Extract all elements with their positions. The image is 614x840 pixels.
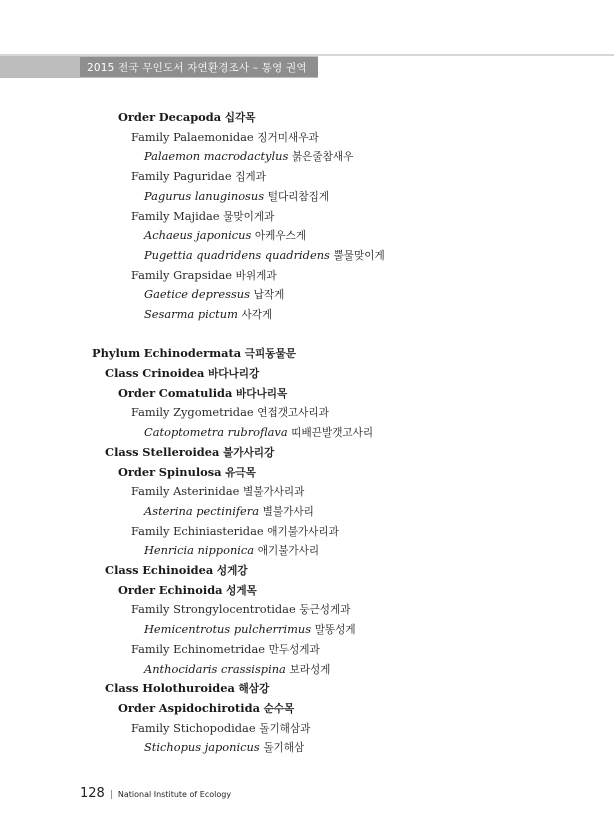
korean-name: 물맞이게과 xyxy=(223,211,275,223)
scientific-name: Pagurus lanuginosus xyxy=(144,189,265,203)
order-line xyxy=(118,465,256,480)
family-line xyxy=(131,524,339,539)
species-line xyxy=(144,622,356,637)
taxon-name: Paguridae xyxy=(173,169,232,183)
footer-separator: | xyxy=(109,790,113,800)
order-line xyxy=(118,386,287,401)
scientific-name: Pugettia quadridens quadridens xyxy=(144,248,330,262)
class-line xyxy=(105,445,274,460)
korean-name: 연접갯고사리과 xyxy=(257,407,329,419)
korean-name: 불가사리강 xyxy=(223,447,275,459)
korean-name: 뿔물맞이게 xyxy=(333,250,385,262)
rank-label: Family xyxy=(131,405,170,419)
taxon-name: Stelleroidea xyxy=(142,445,220,459)
rank-label: Family xyxy=(131,524,170,538)
korean-name: 보라성게 xyxy=(289,664,331,676)
rank-label: Family xyxy=(131,721,170,735)
korean-name: 바다나리목 xyxy=(236,388,288,400)
family-line xyxy=(131,405,329,420)
scientific-name: Palaemon macrodactylus xyxy=(144,149,289,163)
rank-label: Class xyxy=(105,366,139,380)
korean-name: 별불가사리과 xyxy=(242,486,305,498)
korean-name: 돌기해삼과 xyxy=(259,723,311,735)
korean-name: 순수목 xyxy=(263,703,295,715)
korean-name: 바위게과 xyxy=(235,270,277,282)
species-line xyxy=(144,248,385,263)
rank-label: Family xyxy=(131,484,170,498)
family-line xyxy=(131,130,319,145)
korean-name: 극피동물문 xyxy=(244,348,296,360)
korean-name: 돌기해삼 xyxy=(263,742,305,754)
family-line xyxy=(131,484,304,499)
korean-name: 띠배끈발갯고사리 xyxy=(291,427,374,439)
taxon-name: Comatulida xyxy=(158,386,233,400)
rank-label: Family xyxy=(131,642,170,656)
korean-name: 유극목 xyxy=(225,467,256,479)
taxon-name: Echinoidea xyxy=(142,563,214,577)
family-line xyxy=(131,268,277,283)
taxon-name: Echinoida xyxy=(158,583,223,597)
family-line xyxy=(131,169,266,184)
rank-label: Class xyxy=(105,445,139,459)
taxon-name: Strongylocentrotidae xyxy=(173,602,296,616)
species-line xyxy=(144,662,330,677)
taxon-name: Majidae xyxy=(173,209,220,223)
family-line xyxy=(131,602,351,617)
rank-label: Class xyxy=(105,563,139,577)
korean-name: 성게강 xyxy=(216,565,248,577)
species-line xyxy=(144,228,306,243)
species-line xyxy=(144,189,329,204)
scientific-name: Henricia nipponica xyxy=(144,543,255,557)
rank-label: Phylum xyxy=(92,346,141,360)
order-line xyxy=(118,110,255,125)
taxon-name: Aspidochirotida xyxy=(158,701,260,715)
korean-name: 애기불가사리 xyxy=(257,545,320,557)
scientific-name: Stichopus japonicus xyxy=(144,740,260,754)
taxon-name: Grapsidae xyxy=(173,268,233,282)
taxon-name: Asterinidae xyxy=(173,484,240,498)
korean-name: 털다리참집게 xyxy=(267,191,330,203)
species-line xyxy=(144,425,373,440)
korean-name: 만두성게과 xyxy=(268,644,320,656)
order-line xyxy=(118,701,294,716)
korean-name: 사각게 xyxy=(241,309,273,321)
phylum-line xyxy=(92,346,296,361)
species-line xyxy=(144,307,272,322)
taxon-name: Spinulosa xyxy=(158,465,222,479)
korean-name: 십각목 xyxy=(224,112,256,124)
taxon-name: Stichopodidae xyxy=(173,721,256,735)
scientific-name: Hemicentrotus pulcherrimus xyxy=(144,622,312,636)
korean-name: 징거미새우과 xyxy=(257,132,319,144)
family-line xyxy=(131,721,310,736)
taxon-name: Holothuroidea xyxy=(142,681,235,695)
publisher-name: National Institute of Ecology xyxy=(117,790,232,799)
scientific-name: Asterina pectinifera xyxy=(144,504,260,518)
korean-name: 집게과 xyxy=(235,171,266,183)
rank-label: Class xyxy=(105,681,139,695)
class-line xyxy=(105,563,248,578)
rank-label: Family xyxy=(131,209,170,223)
rank-label: Order xyxy=(118,701,156,715)
scientific-name: Anthocidaris crassispina xyxy=(144,662,286,676)
korean-name: 붉은줄참새우 xyxy=(291,151,354,163)
taxon-name: Echiniasteridae xyxy=(173,524,264,538)
order-line xyxy=(118,583,257,598)
rank-label: Family xyxy=(131,268,170,282)
scientific-name: Catoptometra rubroflava xyxy=(144,425,288,439)
korean-name: 아케우스게 xyxy=(254,230,307,242)
korean-name: 말똥성게 xyxy=(314,624,356,636)
korean-name: 바다나리강 xyxy=(208,368,260,380)
rank-label: Order xyxy=(118,583,156,597)
taxon-name: Decapoda xyxy=(158,110,222,124)
class-line xyxy=(105,681,269,696)
scientific-name: Achaeus japonicus xyxy=(144,228,252,242)
page-number: 128 xyxy=(80,786,105,801)
species-line xyxy=(144,504,314,519)
family-line xyxy=(131,642,320,657)
korean-name: 납작게 xyxy=(253,289,285,301)
family-line xyxy=(131,209,274,224)
korean-name: 애기불가사리과 xyxy=(267,526,339,538)
scientific-name: Sesarma pictum xyxy=(144,307,238,321)
class-line xyxy=(105,366,259,381)
korean-name: 둥근성게과 xyxy=(299,604,351,616)
taxon-name: Palaemonidae xyxy=(173,130,254,144)
korean-name: 성게목 xyxy=(226,585,257,597)
taxon-name: Echinodermata xyxy=(143,346,242,360)
species-line xyxy=(144,543,319,558)
korean-name: 해삼강 xyxy=(238,683,270,695)
page-footer xyxy=(80,782,231,801)
species-line xyxy=(144,287,284,302)
taxon-name: Echinometridae xyxy=(173,642,265,656)
rank-label: Family xyxy=(131,602,170,616)
taxon-name: Crinoidea xyxy=(142,366,205,380)
rank-label: Order xyxy=(118,110,156,124)
rank-label: Order xyxy=(118,465,156,479)
scientific-name: Gaetice depressus xyxy=(144,287,250,301)
korean-name: 별불가사리 xyxy=(262,506,314,518)
species-line xyxy=(144,740,304,755)
species-line xyxy=(144,149,353,164)
running-header-title: 2015 전국 무인도서 자연환경조사 – 통영 권역 xyxy=(87,62,307,74)
rank-label: Order xyxy=(118,386,156,400)
taxon-name: Zygometridae xyxy=(173,405,254,419)
rank-label: Family xyxy=(131,130,170,144)
rank-label: Family xyxy=(131,169,170,183)
